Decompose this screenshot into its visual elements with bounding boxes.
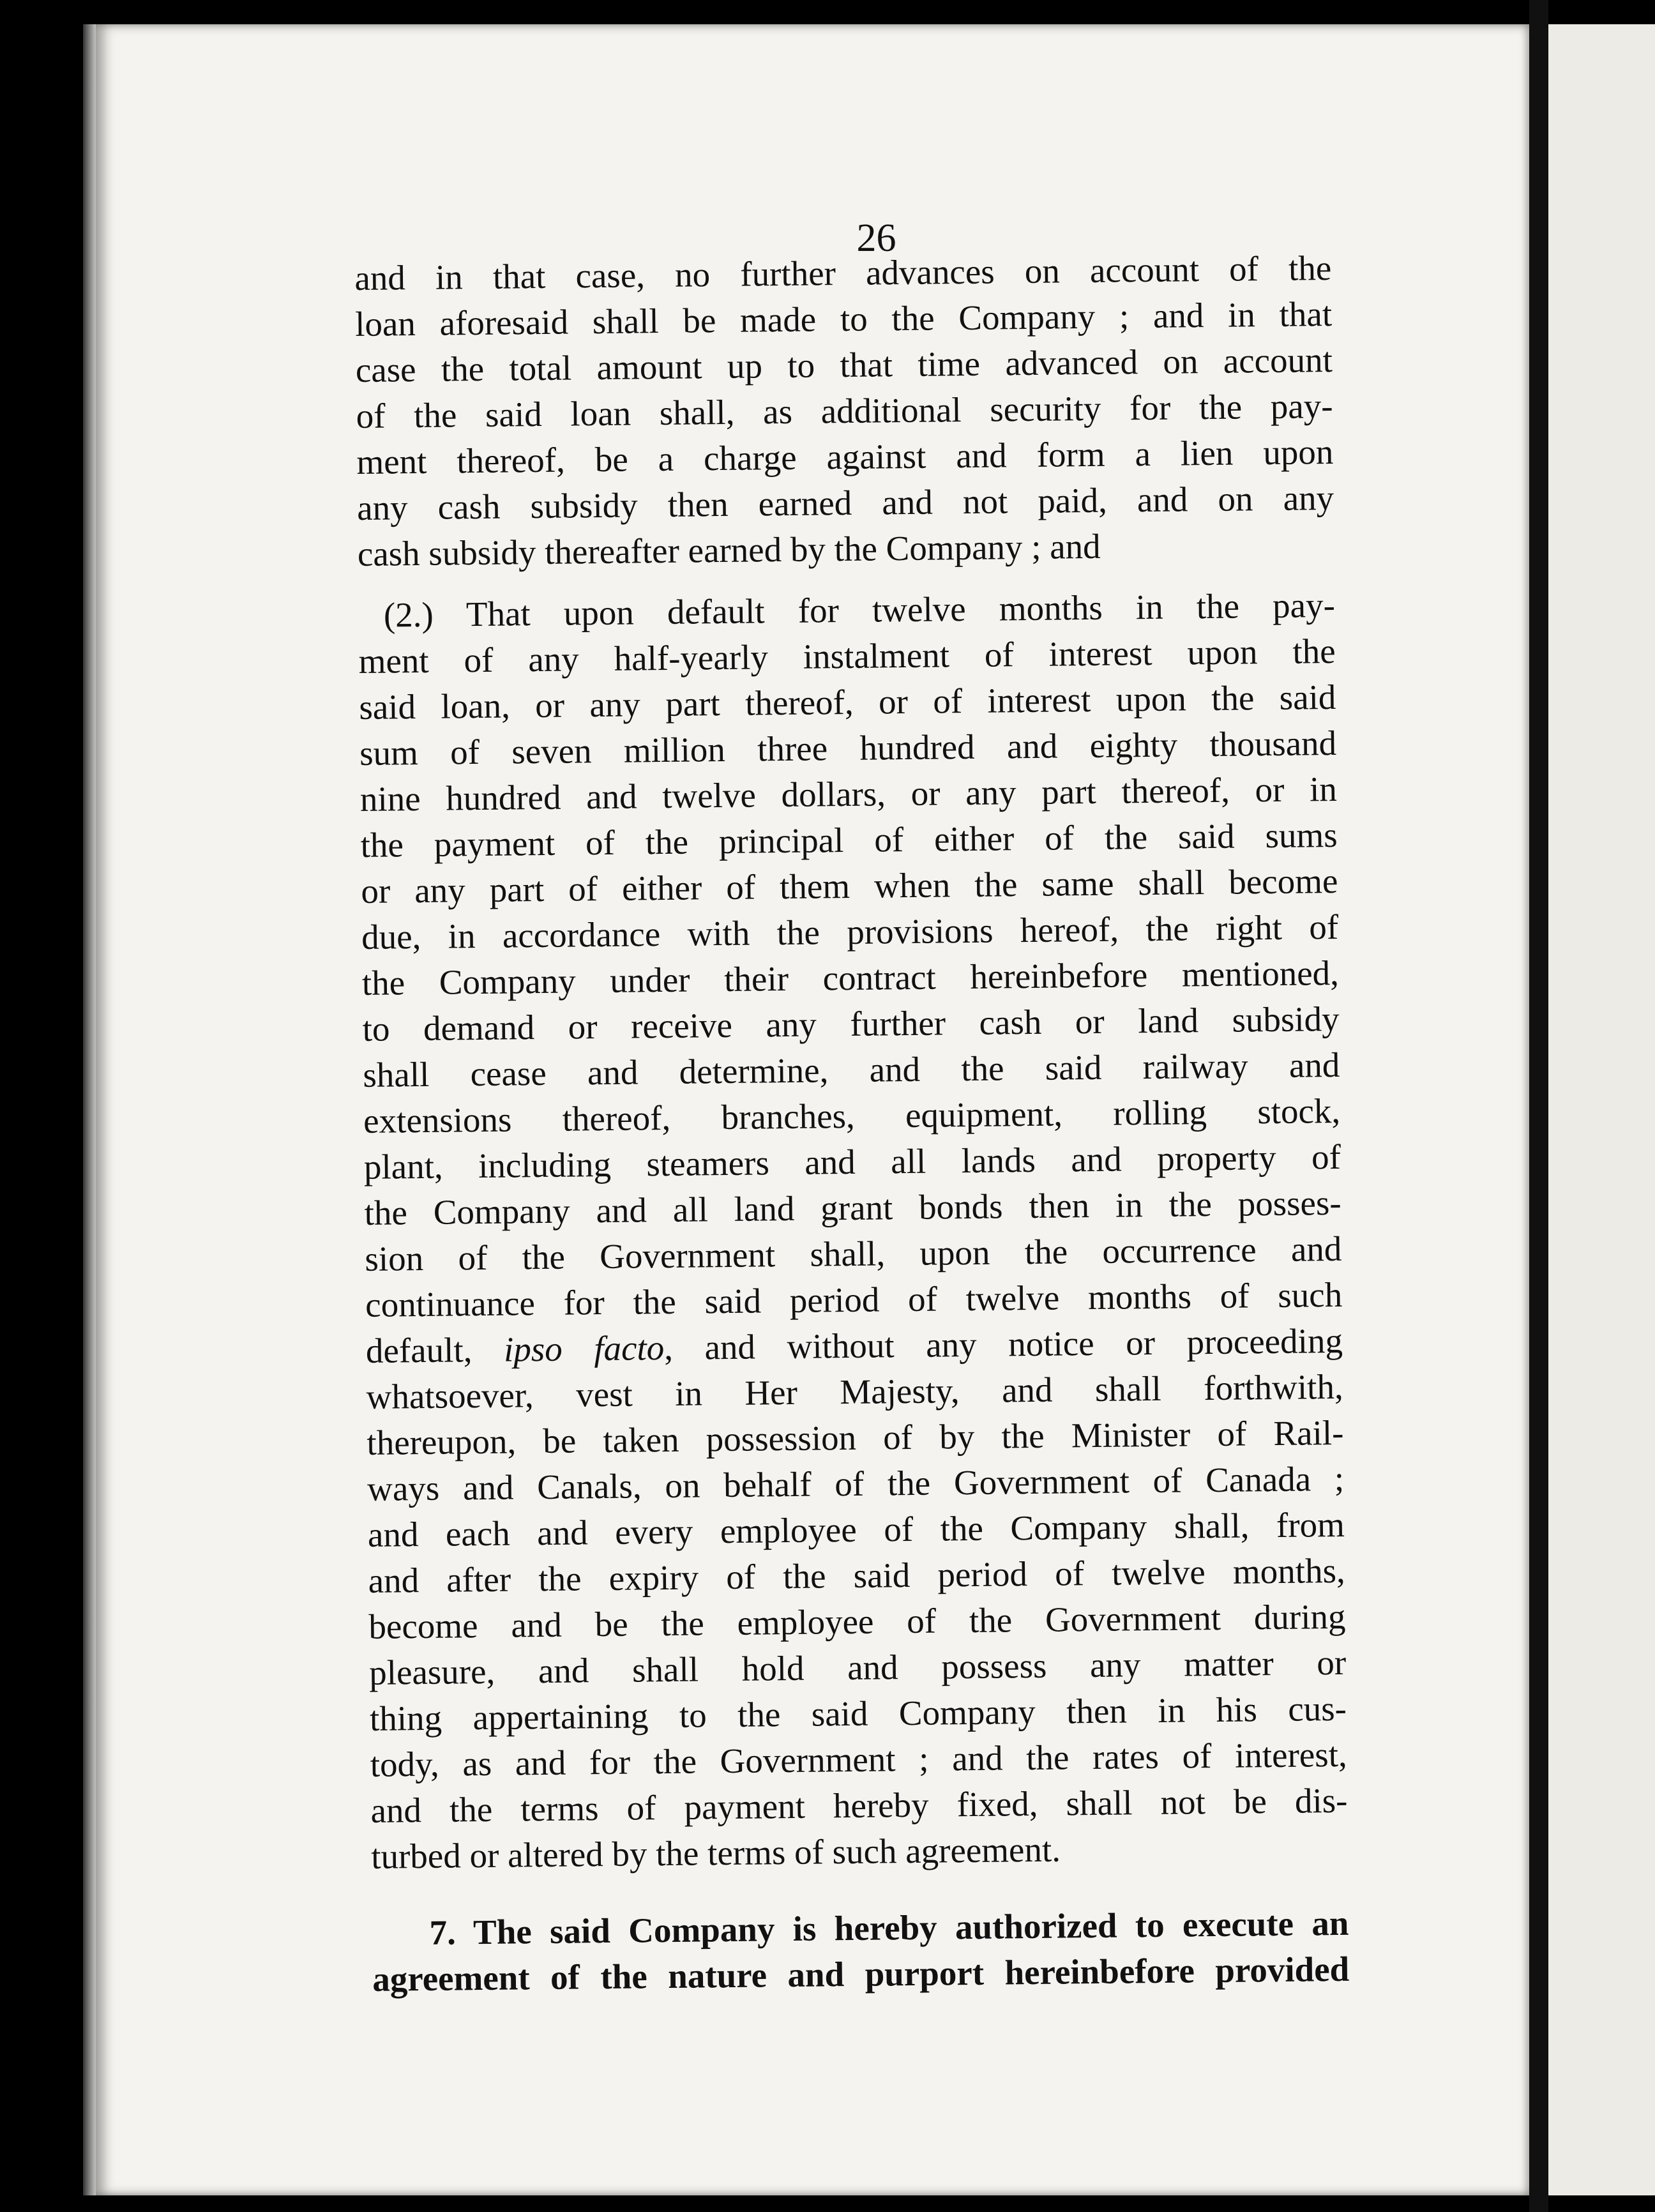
text-line: whatsoever, vest in Her Majesty, and shall forthwith, bbox=[366, 1367, 1343, 1416]
text-line: and the terms of payment hereby fixed, shall not be dis- bbox=[370, 1780, 1348, 1830]
text-line: to demand or receive any further cash or land subsidy bbox=[362, 999, 1340, 1049]
text-line: and after the expiry of the said period of twelve months, bbox=[368, 1550, 1345, 1600]
text-line: loan aforesaid shall be made to the Company ; and in that bbox=[354, 294, 1333, 344]
text-line: thing appertaining to the said Company then in his cus- bbox=[369, 1688, 1347, 1738]
text-line: ment thereof, be a charge against and form a lien upon bbox=[356, 432, 1334, 481]
text-line: agreement of the nature and purport hereinbefore provided bbox=[372, 1949, 1350, 1999]
text-line: thereupon, be taken possession of by the Minister of Rail- bbox=[367, 1413, 1344, 1462]
text-line: plant, including steamers and all lands and property of bbox=[363, 1137, 1341, 1186]
italic-phrase: ipso facto bbox=[503, 1328, 665, 1369]
page-gutter bbox=[1529, 0, 1548, 2212]
text-line: ways and Canals, on behalf of the Government of Canada ; bbox=[367, 1458, 1345, 1508]
paragraph-clause-2 bbox=[358, 582, 1349, 1880]
text-line: turbed or altered by the terms of such agreement. bbox=[370, 1829, 1061, 1876]
page-number: 26 bbox=[856, 216, 896, 260]
text-line: 7. The said Company is hereby authorized to execute an bbox=[429, 1903, 1349, 1952]
text-fragment: default, bbox=[365, 1330, 472, 1370]
section-7 bbox=[372, 1900, 1349, 2003]
paragraph-continuation bbox=[354, 245, 1334, 577]
text-line: (2.) That upon default for twelve months in the pay- bbox=[383, 585, 1336, 635]
text-line: the Company under their contract hereinbefore mentioned, bbox=[361, 953, 1340, 1003]
text-line: and in that case, no further advances on account of the bbox=[354, 248, 1332, 298]
text-line: said loan, or any part thereof, or of interest upon the said bbox=[359, 677, 1336, 727]
text-line: of the said loan shall, as additional security for the pay- bbox=[356, 386, 1333, 436]
text-line: tody, as and for the Government ; and the rates of interest, bbox=[370, 1734, 1347, 1784]
text-line: case the total amount up to that time advanced on account bbox=[355, 340, 1333, 390]
text-line: become and be the employee of the Government during bbox=[368, 1596, 1346, 1646]
text-line: sion of the Government shall, upon the occurrence and bbox=[365, 1229, 1342, 1278]
text-line: or any part of either of them when the same shall become bbox=[361, 861, 1338, 911]
text-line: nine hundred and twelve dollars, or any part thereof, or in bbox=[359, 769, 1338, 819]
text-line: cash subsidy thereafter earned by the Company ; and bbox=[357, 526, 1101, 573]
facing-page-edge bbox=[1548, 24, 1655, 2195]
page-binding-edge bbox=[83, 24, 97, 2195]
text-line: the Company and all land grant bonds then in the posses- bbox=[364, 1183, 1341, 1232]
body-text bbox=[354, 245, 1350, 2014]
text-line: due, in accordance with the provisions hereof, the right of bbox=[361, 907, 1339, 957]
text-line: the payment of the principal of either of the said sums bbox=[360, 815, 1338, 865]
text-line: sum of seven million three hundred and eighty thousand bbox=[359, 723, 1337, 773]
text-line: shall cease and determine, and the said railway and bbox=[363, 1045, 1340, 1095]
text-line: extensions thereof, branches, equipment, rolling stock, bbox=[363, 1091, 1341, 1140]
text-fragment: , and without any notice or proceeding bbox=[663, 1321, 1343, 1368]
text-line: continuance for the said period of twelve months of such bbox=[365, 1275, 1343, 1324]
text-line: pleasure, and shall hold and possess any matter or bbox=[368, 1642, 1347, 1692]
text-line: any cash subsidy then earned and not paid, and on any bbox=[356, 478, 1334, 527]
text-line: ment of any half-yearly instalment of interest upon the bbox=[358, 631, 1336, 681]
text-line: and each and every employee of the Company shall, from bbox=[367, 1504, 1345, 1554]
